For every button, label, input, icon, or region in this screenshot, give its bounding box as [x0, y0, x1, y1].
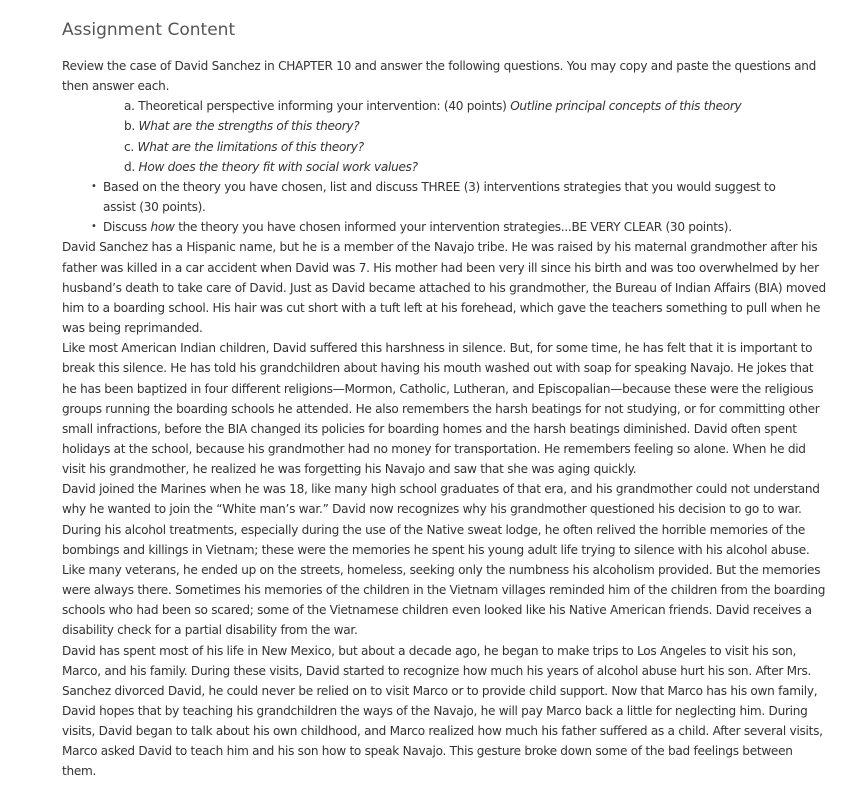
page-title: Assignment Content [62, 20, 236, 40]
bullet-text: Based on the theory you have chosen, list and discuss THREE (3) interventions strategies that you would suggest to assist (30 points). [103, 179, 776, 215]
bullet-item [90, 177, 780, 217]
bullet-icon: • [91, 221, 97, 233]
case-paragraph: David joined the Marines when he was 18, like many high school graduates of that era, and his grandmother could not understand why he wanted to join the “White man’s war.” David now recognizes why his grandmother questioned his decision to go to war. During his alcohol treatments, especially during the use of the Native sweat lodge, he often relived the horrible memories of the bombings and killings in Vietnam; these were the memories he spent his young adult life trying to silence with his alcohol abuse. Like many veterans, he ended up on the streets, homeless, seeking only the numbness his alcoholism provided. But the memories were always there. Sometimes his memories of the children in the Vietnam villages reminded him of the children from the boarding schools who had been so scared; some of the Vietnamese children even looked like his Native American friends. David receives a disability check for a partial disability from the war. [62, 482, 826, 638]
assignment-content [62, 56, 828, 782]
question-text: Theoretical perspective informing your intervention: (40 points) [138, 99, 511, 114]
list-item [124, 116, 828, 136]
bullet-item [90, 217, 780, 237]
intro-paragraph: Review the case of David Sanchez in CHAPTER 10 and answer the following questions. You may copy and paste the questions and then answer each. [62, 59, 817, 94]
list-marker: a. [124, 99, 135, 114]
question-italic: What are the limitations of this theory? [137, 139, 364, 154]
list-item [124, 96, 828, 116]
bullet-text: Discuss [103, 220, 151, 235]
bullet-icon: • [91, 180, 97, 192]
list-marker: d. [124, 159, 135, 174]
list-item [124, 137, 828, 157]
question-italic: How does the theory fit with social work values? [138, 159, 418, 174]
list-marker: c. [124, 139, 134, 154]
question-italic: What are the strengths of this theory? [138, 119, 360, 134]
bullet-text-after: the theory you have chosen informed your intervention strategies...BE VERY CLEAR (30 points). [174, 220, 732, 235]
case-paragraph: David Sanchez has a Hispanic name, but he is a member of the Navajo tribe. He was raised by his maternal grandmother after his father was killed in a car accident when David was 7. His mother had been very ill since his birth and was too overwhelmed by her husband’s death to take care of David. Just as David became attached to his grandmother, the Bureau of Indian Affairs (BIA) moved him to a boarding school. His hair was cut short with a tuft left at his forehead, which gave the teachers something to pull when he was being reprimanded. [62, 240, 826, 336]
list-marker: b. [124, 119, 135, 134]
bullet-italic: how [150, 220, 175, 235]
list-item [124, 157, 828, 177]
case-paragraph: David has spent most of his life in New Mexico, but about a decade ago, he began to make trips to Los Angeles to visit his son, Marco, and his family. During these visits, David started to recognize how much his years of alcohol abuse hurt his son. After Mrs. Sanchez divorced David, he could never be relied on to visit Marco or to provide child support. Now that Marco has his own family, David hopes that by teaching his grandchildren the ways of the Navajo, he will pay Marco back a little for neglecting him. During visits, David began to talk about his own childhood, and Marco realized how much his father suffered as a child. After several visits, Marco asked David to teach him and his son how to speak Navajo. This gesture broke down some of the bad feelings between them. [62, 643, 823, 779]
case-paragraph: Like most American Indian children, David suffered this harshness in silence. But, for some time, he has felt that it is important to break this silence. He has told his grandchildren about having his mouth washed out with soap for speaking Navajo. He jokes that he has been baptized in four different religions—Mormon, Catholic, Lutheran, and Episcopalian—because these were the religious groups running the boarding schools he attended. He also remembers the harsh beatings for not studying, or for committing other small infractions, before the BIA changed its policies for boarding homes and the harsh beatings diminished. David often spent holidays at the school, because his grandmother had no money for transportation. He remembers feeling so alone. When he did visit his grandmother, he realized he was forgetting his Navajo and saw that she was aging quickly. [62, 341, 820, 477]
question-italic: Outline principal concepts of this theory [510, 99, 742, 114]
sub-question-list [62, 96, 828, 177]
bullet-list [62, 177, 780, 237]
